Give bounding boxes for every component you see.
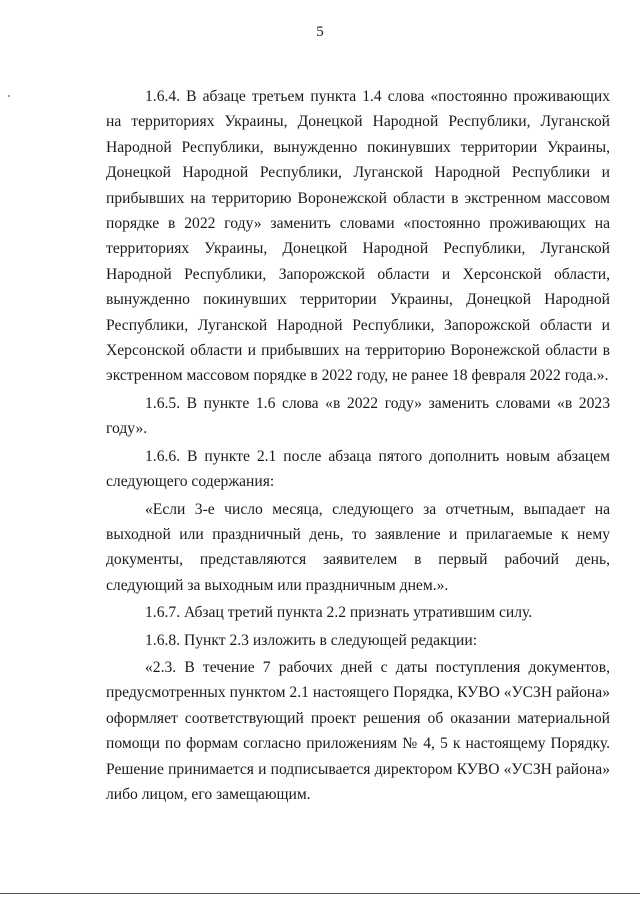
paragraph-1-6-4: 1.6.4. В абзаце третьем пункта 1.4 слова «постоянно проживающих на территориях Украины, Донецкой Народной Республики, Луганской Народной Республики, вынужденно покинувших территории Украины, Донецкой Народной Республики, Луганской Народной Республики и прибывших на территорию Воронежской области в экстренном массовом порядке в 2022 году» заменить словами «постоянно проживающих на территориях Украины, Донецкой Народной Республики, Луганской Народной Республики, Запорожской области и Херсонской области, вынужденно покинувших территории Украины, Донецкой Народной Республики, Луганской Народной Республики, Запорожской области и Херсонской области и прибывших на территорию Воронежской области в экстренном массовом порядке в 2022 году, не ранее 18 февраля 2022 года.».	[106, 88, 610, 385]
paragraph-2-3-new-text: «2.3. В течение 7 рабочих дней с даты поступления документов, предусмотренных пунктом 2.1 настоящего Порядка, КУВО «УСЗН района» оформляет соответствующий проект решения об оказании материальной помощи по формам согласно приложениям № 4, 5 к настоящему Порядку. Решение принимается и подписывается директором КУВО «УСЗН района» либо лицом, его замещающим.	[106, 658, 610, 803]
page-bottom-edge-line	[0, 893, 640, 894]
scan-speck	[8, 95, 10, 97]
page-number: 5	[316, 24, 324, 40]
paragraph-1-6-6: 1.6.6. В пункте 2.1 после абзаца пятого дополнить новым абзацем следующего содержания:	[106, 447, 610, 491]
document-body	[106, 84, 610, 807]
paragraph-1-6-7: 1.6.7. Абзац третий пункта 2.2 признать утратившим силу.	[145, 604, 533, 622]
paragraph-1-6-5: 1.6.5. В пункте 1.6 слова «в 2022 году» заменить словами «в 2023 году».	[106, 394, 610, 438]
paragraph-quoted-addition: «Если 3-е число месяца, следующего за отчетным, выпадает на выходной или праздничный день, то заявление и прилагаемые к нему документы, представляются заявителем в первый рабочий день, следующий за выходным или праздничным днем.».	[106, 500, 610, 594]
paragraph-1-6-8: 1.6.8. Пункт 2.3 изложить в следующей редакции:	[145, 631, 478, 649]
